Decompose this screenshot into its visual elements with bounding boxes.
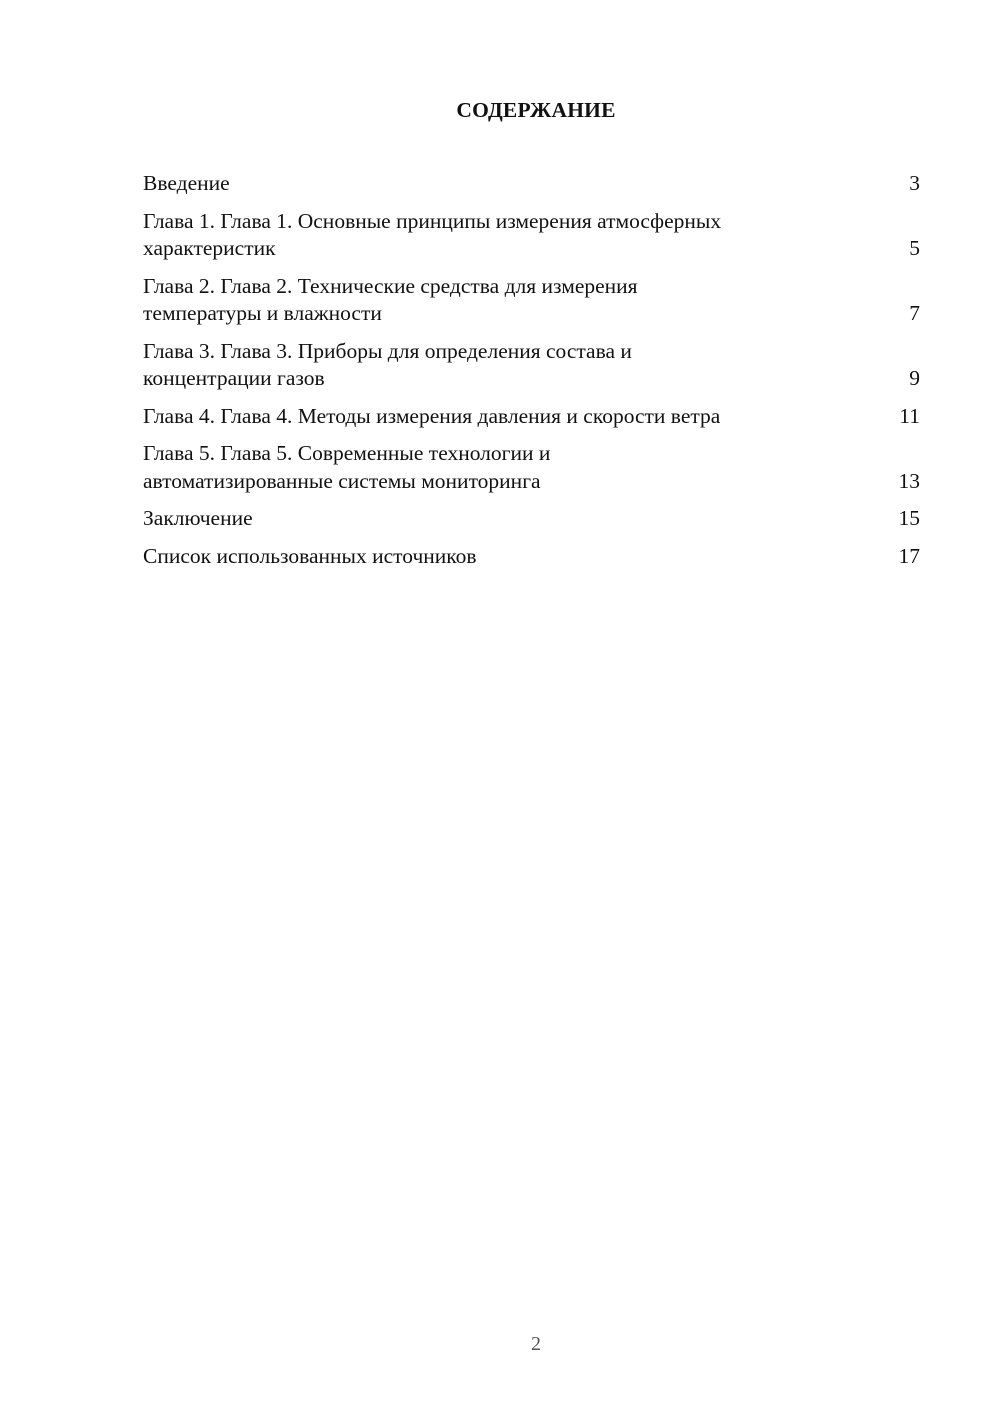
toc-title: СОДЕРЖАНИЕ bbox=[456, 98, 616, 122]
toc-entry-page: 15 bbox=[898, 506, 920, 530]
toc-entry-references bbox=[143, 543, 920, 571]
toc-entry-chapter-1 bbox=[143, 208, 920, 263]
toc-entry-page: 7 bbox=[909, 301, 920, 325]
toc-entry-text: Глава 3. Глава 3. Приборы для определения состава и концентрации газов bbox=[143, 338, 632, 390]
toc-entry-text: Глава 4. Глава 4. Методы измерения давления и скорости ветра bbox=[143, 403, 721, 428]
toc-entry-page: 5 bbox=[909, 236, 920, 260]
toc-entry-text: Список использованных источников bbox=[143, 543, 477, 568]
toc-entry-chapter-5 bbox=[143, 440, 920, 495]
toc-entry-conclusion bbox=[143, 505, 920, 533]
toc-entry-chapter-2 bbox=[143, 273, 920, 328]
table-of-contents bbox=[143, 170, 920, 580]
toc-entry-text: Введение bbox=[143, 171, 230, 195]
page-number: 2 bbox=[531, 1333, 541, 1355]
toc-entry-text: Глава 5. Глава 5. Современные технологии и автоматизированные системы мониторинга bbox=[143, 441, 551, 493]
toc-entry-text: Глава 1. Глава 1. Основные принципы измерения атмосферных характеристик bbox=[143, 208, 722, 260]
toc-entry-text: Глава 2. Глава 2. Технические средства для измерения температуры и влажности bbox=[143, 273, 638, 325]
toc-entry-chapter-3 bbox=[143, 338, 920, 393]
toc-entry-page: 17 bbox=[898, 543, 920, 568]
toc-entry-page: 3 bbox=[909, 171, 920, 195]
toc-entry-chapter-4 bbox=[143, 403, 920, 431]
toc-entry-page: 11 bbox=[899, 403, 920, 428]
toc-entry-text: Заключение bbox=[143, 506, 253, 530]
toc-entry-page: 13 bbox=[898, 468, 920, 493]
toc-entry-introduction bbox=[143, 170, 920, 198]
toc-entry-page: 9 bbox=[909, 366, 920, 390]
